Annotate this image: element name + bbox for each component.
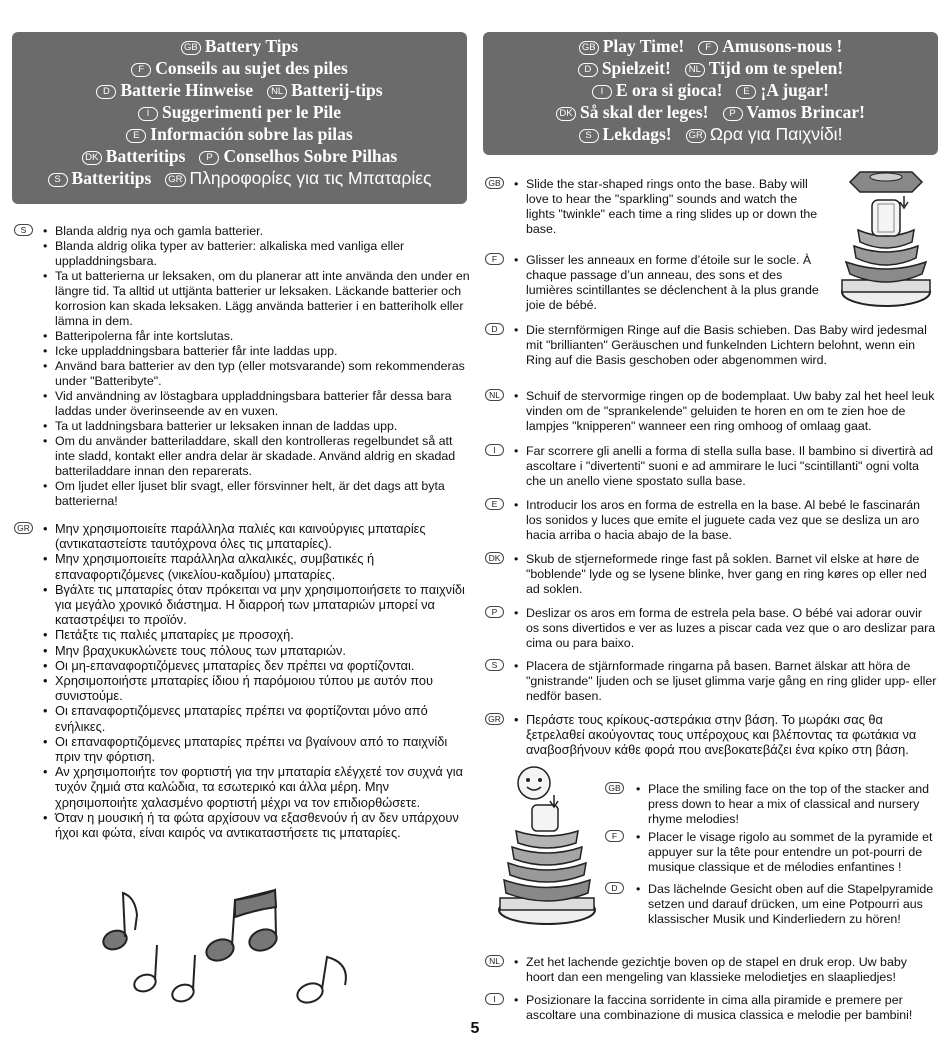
battery-tips-heading-box [12, 32, 467, 204]
tip-bullet: • Μην χρησιμοποιείτε παράλληλα παλιές και καινούργιες μπαταρίες (αντικαταστείστε ταυτόχρονα όλες τις μπαταρίες). [40, 521, 470, 551]
title-text: Conseils au sujet des piles [155, 58, 348, 78]
title-entry [685, 57, 843, 79]
lang-badge: E [736, 85, 756, 99]
lang-badge: D [578, 63, 598, 77]
title-entry [579, 35, 685, 57]
lang-badge: I [592, 85, 612, 99]
tip-bullet: • Batteripolerna får inte kortslutas. [40, 329, 470, 344]
title-entry [736, 79, 829, 101]
rings-instruction-e [485, 498, 938, 552]
lang-badge-s-right: S [485, 659, 504, 671]
title-text: Så skal der leges! [580, 102, 709, 122]
title-entry [698, 35, 842, 57]
lang-badge-gb: GB [485, 177, 504, 189]
tip-bullet: • Vid användning av löstagbara uppladdningsbara batterier får dessa bara laddas under överinseende av en vuxen. [40, 389, 470, 419]
title-row [12, 101, 467, 123]
title-entry [578, 57, 671, 79]
tip-bullet: • Blanda aldrig nya och gamla batterier. [40, 224, 470, 239]
rings-instruction-d [485, 323, 938, 389]
title-entry [82, 145, 186, 167]
lang-badge: F [131, 63, 151, 77]
rings-instruction-i [485, 444, 938, 498]
face-instructions-lower [485, 955, 938, 1023]
face-instruction-i [485, 993, 938, 1023]
lang-badge-d: D [485, 323, 504, 335]
rings-instruction-p [485, 606, 938, 659]
rings-text-nl: • Schuif de stervormige ringen op de bodemplaat. Uw baby zal het heel leuk vinden om de "sprankelende" geluiden te horen en om te zien hoe de lampjes "knipperen" wanneer een ring omhoog of omlaag gaat. [511, 389, 938, 434]
rings-instruction-nl [485, 389, 938, 444]
face-instruction-d [605, 882, 938, 927]
title-row [483, 101, 938, 123]
tip-bullet: • Αν χρησιμοποιήτε τον φορτιστή για την μπαταρία ελέγχετέ τον συχνά για τυχόν ζημιά στα καλώδια, τα εσωτερικό και άλλα μέρη. Μην χρησιμοποιήτε χαλασμένο φορτιστή μέχρι να τον επιδιορθώσετε. [40, 764, 470, 810]
lang-badge-i-face: I [485, 993, 504, 1005]
lang-badge-dk: DK [485, 552, 504, 564]
title-entry [131, 57, 348, 79]
title-row [12, 123, 467, 145]
tip-bullet: • Οι επαναφορτιζόμενες μπαταρίες πρέπει να βγαίνουν από το παιχνίδι πριν την φόρτιση. [40, 734, 470, 764]
lang-badge-f-face: F [605, 830, 624, 842]
lang-badge: NL [267, 85, 287, 99]
title-text: Vamos Brincar! [746, 102, 865, 122]
rings-instruction-dk [485, 552, 938, 606]
title-entry [579, 123, 672, 145]
tip-bullet: • Om ljudet eller ljuset blir svagt, eller försvinner helt, är det dags att byta batterierna! [40, 479, 470, 509]
rings-text-e: • Introducir los aros en forma de estrella en la base. Al bebé le fascinarán los sonidos y luces que emite el juguete cada vez que se desliza un aro hacia arriba o hacia abajo de la base. [511, 498, 938, 543]
lang-badge-p: P [485, 606, 504, 618]
rings-instruction-gr [485, 712, 938, 758]
tip-bullet: • Blanda aldrig olika typer av batterier: alkaliska med vanliga eller uppladdningsbara. [40, 239, 470, 269]
lang-badge: DK [82, 151, 102, 165]
rings-text-d: • Die sternförmigen Ringe auf die Basis schieben. Das Baby wird jedesmal mit "brillianten" Geräuschen und funkelnden Lichtern belohnt, wenn ein Ring auf die Basis geschoben oder abgenommen wird. [511, 323, 938, 368]
lang-badge-nl-face: NL [485, 955, 504, 967]
rings-text-gr: • Περάστε τους κρίκους-αστεράκια στην βάση. Το μωράκι σας θα ξετρελαθεί ακούγοντας τους υπέροχους και βλέποντας τα φωτάκια να αναβοσβήνουν κάθε φορά που ανεβοκατεβάζει ένα κρίκο στη βάση. [511, 712, 938, 758]
title-row [483, 57, 938, 79]
title-row [483, 123, 938, 145]
tip-bullet: • Använd bara batterier av den typ (eller motsvarande) som rekommenderas under "Batteribyte". [40, 359, 470, 389]
title-text: Batteritips [105, 146, 186, 166]
lang-badge-i: I [485, 444, 504, 456]
title-entry [723, 101, 865, 123]
greek-tips-list [40, 521, 470, 840]
title-row [12, 57, 467, 79]
lang-badge: P [723, 107, 743, 121]
music-notes-illustration [95, 885, 360, 1015]
title-entry [126, 123, 352, 145]
title-row [12, 145, 467, 167]
ring-stacker-illustration [830, 162, 942, 332]
rings-instruction-s [485, 659, 938, 712]
lang-badge: GR [686, 129, 706, 143]
swedish-battery-tips [14, 224, 470, 509]
rings-text-s: • Placera de stjärnformade ringarna på basen. Barnet älskar att höra de "gnistrande" ljuden och se ljuset glimma varje gång en ring glider upp- eller nedför basen. [511, 659, 938, 704]
rings-text-gb: • Slide the star-shaped rings onto the base. Baby will love to hear the "sparkling" sounds and watch the lights "twinkle" each time a ring slides up or down the base. [511, 177, 826, 237]
title-entry [96, 79, 253, 101]
face-instruction-gb [605, 782, 938, 830]
lang-badge-gb-face: GB [605, 782, 624, 794]
lang-badge: DK [556, 107, 576, 121]
title-entry [165, 167, 431, 189]
rings-text-p: • Deslizar os aros em forma de estrela pela base. O bébé vai adorar ouvir os sons divertidos e ver as luzes a piscar cada vez que o aro deslizar para cima ou para baixo. [511, 606, 938, 651]
tip-bullet: • Όταν η μουσική ή τα φώτα αρχίσουν να εξασθενούν ή αν δεν υπάρχουν ήχοι και φώτα, είναι καιρός να αντικαταστήσετε τις μπαταρίες. [40, 810, 470, 840]
title-row [12, 167, 467, 189]
rings-text-f: • Glisser les anneaux en forme d’étoile sur le socle. À chaque passage d’un anneau, des sons et des lumières scintillantes se déclenchent à la plus grande joie de bébé. [511, 253, 826, 313]
lang-badge: GB [181, 41, 201, 55]
tip-bullet: • Βγάλτε τις μπαταρίες όταν πρόκειται να μην χρησιμοποιήσετε το παιχνίδι για μεγάλο χρονικό διάστημα. Η διαρροή των μπαταριών μπορεί να καταστρέψει το προϊόν. [40, 582, 470, 628]
face-text-gb: • Place the smiling face on the top of the stacker and press down to hear a mix of classical and nursery rhyme melodies! [633, 782, 938, 827]
face-instruction-nl [485, 955, 938, 993]
title-entry [199, 145, 397, 167]
title-text: Batterij-tips [291, 80, 383, 100]
lang-badge: F [698, 41, 718, 55]
greek-battery-tips [14, 521, 470, 840]
title-text: Πληροφορίες για τις Μπαταρίες [189, 168, 432, 188]
lang-badge-d-face: D [605, 882, 624, 894]
title-text: Ωρα για Παιχνίδι! [709, 124, 843, 144]
title-row [12, 79, 467, 101]
lang-badge-gr: GR [14, 522, 33, 534]
smiling-face-stacker-illustration [492, 765, 602, 935]
title-text: Batterie Hinweise [120, 80, 254, 100]
lang-badge: S [48, 173, 68, 187]
lang-badge: GB [579, 41, 599, 55]
tip-bullet: • Icke uppladdningsbara batterier får inte laddas upp. [40, 344, 470, 359]
title-row [483, 35, 938, 57]
title-entry [267, 79, 382, 101]
lang-badge-gr-right: GR [485, 713, 504, 725]
tip-bullet: • Οι επαναφορτιζόμενες μπαταρίες πρέπει να φορτίζονται μόνο από ενήλικες. [40, 703, 470, 733]
tip-bullet: • Οι μη-επαναφορτιζόμενες μπαταρίες δεν πρέπει να φορτίζονται. [40, 658, 470, 673]
swedish-tips-list [40, 224, 470, 509]
lang-badge-e: E [485, 498, 504, 510]
lang-badge: D [96, 85, 116, 99]
title-text: E ora si gioca! [616, 80, 723, 100]
tip-bullet: • Μην χρησιμοποιείτε παράλληλα αλκαλικές, συμβατικές ή επαναφορτιζόμενες (νικελίου-καδμίου) μπαταρίες. [40, 551, 470, 581]
tip-bullet: • Ta ut laddningsbara batterier ur leksaken innan de laddas upp. [40, 419, 470, 434]
lang-badge-nl: NL [485, 389, 504, 401]
page-number: 5 [470, 1020, 480, 1037]
title-entry [48, 167, 152, 189]
title-row [483, 79, 938, 101]
tip-bullet: • Χρησιμοποιήστε μπαταρίες ίδιου ή παρόμοιου τύπου με αυτόν που συνιστούμε. [40, 673, 470, 703]
lang-badge-s: S [14, 224, 33, 236]
title-text: Lekdags! [602, 124, 672, 144]
title-entry [181, 35, 298, 57]
title-entry [138, 101, 341, 123]
lang-badge: E [126, 129, 146, 143]
face-text-nl: • Zet het lachende gezichtje boven op de stapel en druk erop. Uw baby hoort dan een mengeling van klassieke melodietjes en slaapliedjes! [511, 955, 938, 985]
title-entry [686, 123, 843, 145]
title-entry [592, 79, 722, 101]
face-text-i: • Posizionare la faccina sorridente in cima alla piramide e premere per ascoltare una combinazione di musica classica e melodie per bambini! [511, 993, 938, 1023]
lang-badge: GR [165, 173, 185, 187]
tip-bullet: • Ta ut batterierna ur leksaken, om du planerar att inte använda den under en längre tid. Ta alltid ut uttjänta batterier ur leksaken. Läckande batterier och korrosion kan skada leksaken. Lägg använda batterier i en batteriholk eller lämna in dem. [40, 269, 470, 329]
lang-badge: I [138, 107, 158, 121]
tip-bullet: • Om du använder batteriladdare, skall den kontrolleras regelbundet så att inte sladd, kontakt eller andra delar är skadade. Använd aldrig en skadad batteriladdare innan den reparerats. [40, 434, 470, 479]
play-time-heading-box [483, 32, 938, 155]
tip-bullet: • Πετάξτε τις παλιές μπαταρίες με προσοχή. [40, 627, 470, 642]
title-text: Suggerimenti per le Pile [161, 102, 342, 122]
title-text: Batteritips [71, 168, 152, 188]
title-entry [556, 101, 709, 123]
rings-text-dk: • Skub de stjerneformede ringe fast på soklen. Barnet vil elske at høre de "boblende" lyde og se lysene blinke, hver gang en ring køres op eller ned ad soklen. [511, 552, 938, 597]
lang-badge: P [199, 151, 219, 165]
title-text: Spielzeit! [601, 58, 671, 78]
title-text: Battery Tips [204, 36, 299, 56]
face-text-f: • Placer le visage rigolo au sommet de la pyramide et appuyer sur la tête pour entendre un pot-pourri de musique classique et de mélodies enfantines ! [633, 830, 938, 875]
tip-bullet: • Μην βραχυκυκλώνετε τους πόλους των μπαταριών. [40, 643, 470, 658]
title-row [12, 35, 467, 57]
title-text: Tijd om te spelen! [708, 58, 844, 78]
face-text-d: • Das lächelnde Gesicht oben auf die Stapelpyramide setzen und darauf drücken, um eine Potpourri aus klassischer Musik und Kinderliedern zu hören! [633, 882, 938, 927]
face-instructions-upper [605, 782, 938, 927]
title-text: Amusons-nous ! [722, 36, 843, 56]
rings-text-i: • Far scorrere gli anelli a forma di stella sulla base. Il bambino si divertirà ad ascoltare i "divertenti" suoni e ad ammirare le luci "scintillanti" ogni volta che un anello viene spostato sulla base. [511, 444, 938, 489]
title-text: Conselhos Sobre Pilhas [223, 146, 398, 166]
title-text: Información sobre las pilas [150, 124, 353, 144]
lang-badge-f: F [485, 253, 504, 265]
face-instruction-f [605, 830, 938, 882]
lang-badge: NL [685, 63, 705, 77]
title-text: ¡A jugar! [760, 80, 829, 100]
lang-badge: S [579, 129, 599, 143]
title-text: Play Time! [602, 36, 685, 56]
